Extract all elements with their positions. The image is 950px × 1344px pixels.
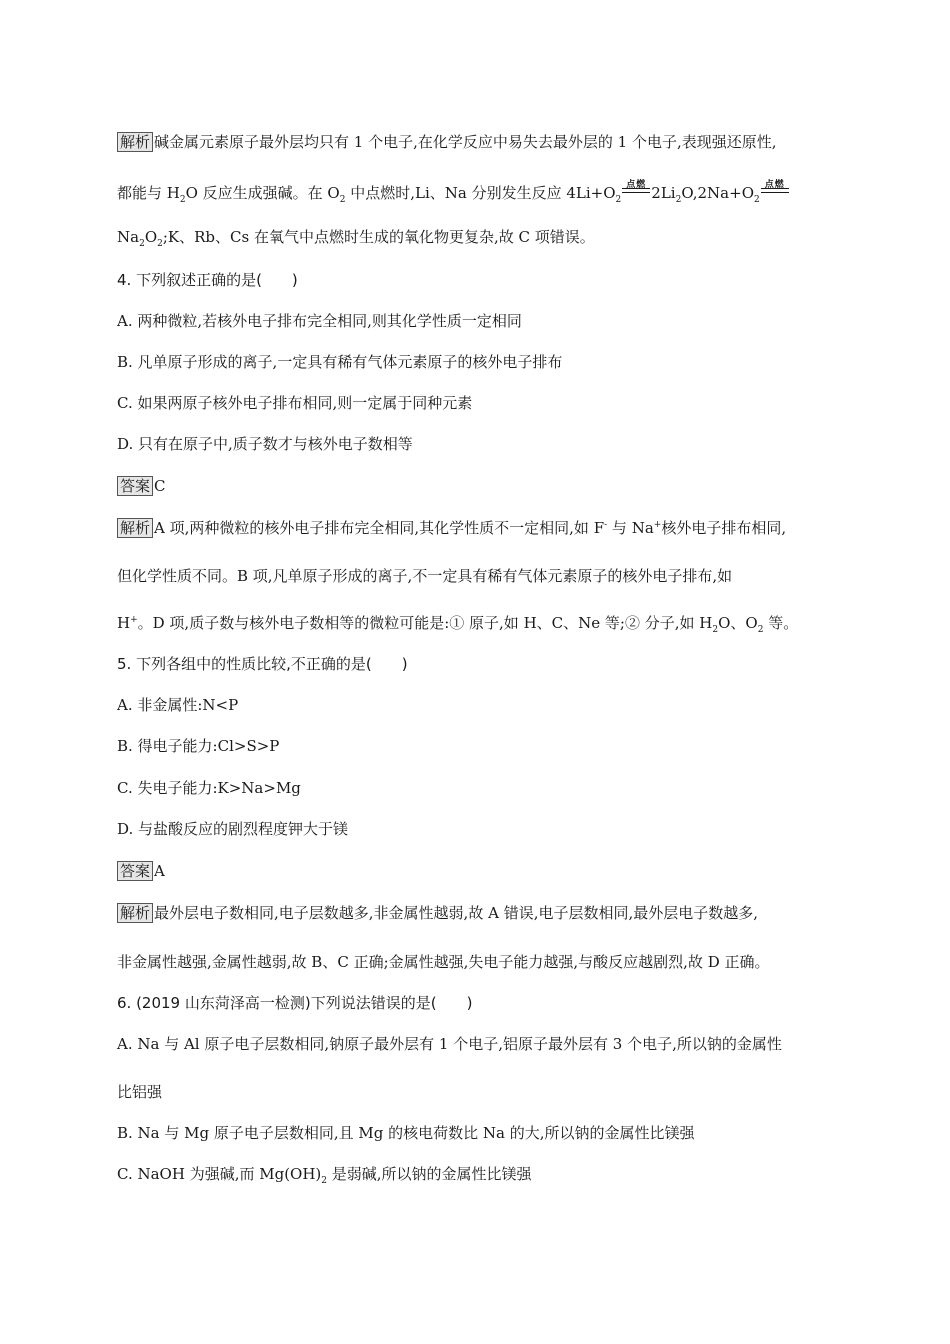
condition-label: 点燃 — [764, 180, 785, 190]
answer-tag: 答案 — [117, 476, 153, 496]
superscript: + — [653, 520, 662, 530]
question-4-option-d: D. 只有在原子中,质子数才与核外电子数相等 — [117, 435, 413, 453]
answer-value: A — [154, 862, 165, 880]
text-segment: O — [144, 228, 158, 246]
subscript: 2 — [179, 195, 186, 205]
text-segment: 是弱碱,所以钠的金属性比镁强 — [327, 1165, 532, 1183]
question-5-option-c: C. 失电子能力:K>Na>Mg — [117, 779, 301, 797]
text-segment: ;K、Rb、Cs 在氧气中点燃时生成的氧化物更复杂,故 C 项错误。 — [162, 228, 595, 246]
text-segment: 等。 — [763, 614, 799, 632]
subscript: 2 — [321, 1176, 328, 1186]
subscript: 2 — [712, 625, 719, 635]
subscript: 2 — [615, 195, 622, 205]
question-5-option-b: B. 得电子能力:Cl>S>P — [117, 737, 280, 755]
text-segment: O 反应生成强碱。在 O — [185, 184, 340, 202]
question-4-analysis-line-1 — [117, 517, 847, 539]
analysis-text: 碱金属元素原子最外层均只有 1 个电子,在化学反应中易失去最外层的 1 个电子,表现强还原性, — [154, 133, 777, 151]
text-segment: Na — [117, 228, 140, 246]
text-segment: 。D 项,质子数与核外电子数相等的微粒可能是:① 原子,如 H、C、Ne 等;② 分子,如 H — [137, 614, 713, 632]
text-segment: A 项,两种微粒的核外电子排布完全相同,其化学性质不一定相同,如 F — [154, 519, 605, 537]
question-5-option-d: D. 与盐酸反应的剧烈程度钾大于镁 — [117, 820, 349, 838]
question-4-analysis-line-2: 但化学性质不同。B 项,凡单原子形成的离子,不一定具有稀有气体元素原子的核外电子排布,如 — [117, 567, 733, 585]
question-4-analysis-line-3 — [117, 612, 847, 634]
subscript: 2 — [157, 239, 163, 249]
question-5-analysis-line-1 — [117, 902, 847, 924]
superscript: - — [604, 520, 608, 530]
question-6-option-a-line-1: A. Na 与 Al 原子电子层数相同,钠原子最外层有 1 个电子,铝原子最外层有 3 个电子,所以钠的金属性 — [117, 1035, 782, 1053]
reaction-condition-ignite — [621, 182, 651, 204]
subscript: 2 — [754, 195, 760, 205]
analysis-line-3 — [117, 226, 847, 248]
text-segment: C. NaOH 为强碱,而 Mg(OH) — [117, 1165, 322, 1183]
question-6-option-b: B. Na 与 Mg 原子电子层数相同,且 Mg 的核电荷数比 Na 的大,所以钠的金属性比镁强 — [117, 1124, 695, 1142]
reaction-condition-ignite — [760, 182, 790, 204]
text-segment: O,2Na+O — [681, 184, 754, 202]
question-6-title: 6. (2019 山东菏泽高一检测)下列说法错误的是( ) — [117, 994, 473, 1012]
reaction-arrow-equals — [761, 188, 789, 193]
question-4-title: 4. 下列叙述正确的是( ) — [117, 271, 298, 289]
question-4-option-a: A. 两种微粒,若核外电子排布完全相同,则其化学性质一定相同 — [117, 312, 522, 330]
subscript: 2 — [139, 239, 145, 249]
analysis-tag: 解析 — [117, 518, 153, 538]
text-segment: 与 Na — [607, 519, 654, 537]
answer-value: C — [154, 477, 166, 495]
text-segment: 最外层电子数相同,电子层数越多,非金属性越弱,故 A 错误,电子层数相同,最外层电子数越多, — [154, 904, 758, 922]
analysis-tag: 解析 — [117, 132, 153, 152]
text-segment: O、O — [718, 614, 758, 632]
superscript: + — [130, 615, 138, 625]
analysis-line-1 — [117, 131, 847, 153]
question-5-option-a: A. 非金属性:N<P — [117, 696, 239, 714]
question-5-title: 5. 下列各组中的性质比较,不正确的是( ) — [117, 655, 408, 673]
condition-label: 点燃 — [626, 180, 647, 190]
text-segment: H — [117, 614, 131, 632]
text-segment: 都能与 H — [117, 184, 180, 202]
reaction-arrow-equals — [622, 188, 650, 193]
subscript: 2 — [339, 195, 346, 205]
subscript: 2 — [675, 195, 682, 205]
question-4-option-b: B. 凡单原子形成的离子,一定具有稀有气体元素原子的核外电子排布 — [117, 353, 563, 371]
subscript: 2 — [757, 625, 764, 635]
question-6-option-c — [117, 1163, 847, 1185]
answer-tag: 答案 — [117, 861, 153, 881]
question-6-option-a-line-2: 比铝强 — [117, 1083, 163, 1101]
question-5-answer — [117, 860, 847, 882]
analysis-line-2 — [117, 182, 847, 204]
question-4-option-c: C. 如果两原子核外电子排布相同,则一定属于同种元素 — [117, 394, 473, 412]
analysis-tag: 解析 — [117, 903, 153, 923]
text-segment: 中点燃时,Li、Na 分别发生反应 4Li+O — [345, 184, 616, 202]
question-5-analysis-line-2: 非金属性越强,金属性越弱,故 B、C 正确;金属性越强,失电子能力越强,与酸反应越剧烈,故 D 正确。 — [117, 953, 770, 971]
question-4-answer — [117, 475, 847, 497]
text-segment: 2Li — [651, 184, 676, 202]
text-segment: 核外电子排布相同, — [661, 519, 787, 537]
